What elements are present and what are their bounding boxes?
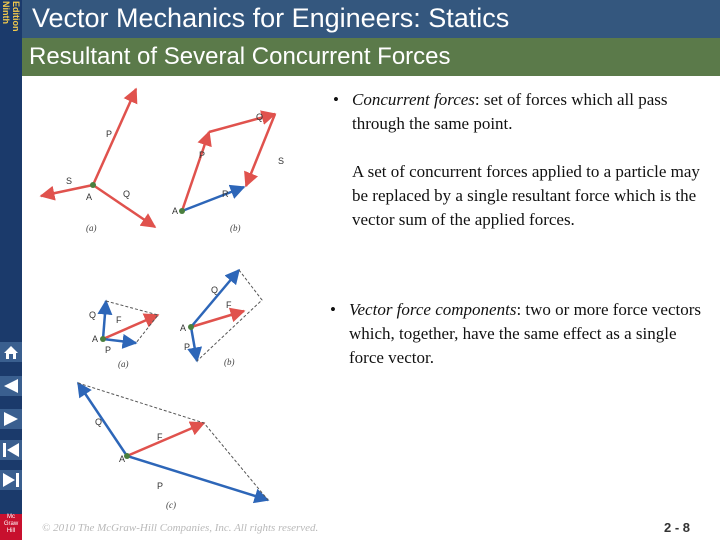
label-A-a: A — [86, 192, 93, 202]
def-concurrent-forces: : set of forces which all pass through the same point. — [352, 90, 668, 133]
subtitle-bar — [22, 38, 720, 76]
term-concurrent-forces: Concurrent forces — [352, 90, 475, 109]
caption-b-lower: (b) — [224, 357, 235, 367]
label-A-lower-a: A — [92, 334, 99, 344]
bullet-concurrent-forces: • Concurrent forces: set of forces which all pass through the same point. — [333, 90, 668, 133]
home-icon[interactable] — [0, 342, 22, 362]
figure-components-c — [78, 383, 268, 510]
label-F-lower-a: F — [116, 315, 122, 325]
label-S-a: S — [66, 176, 73, 186]
label-A-b: A — [172, 206, 179, 216]
label-Q-a: Q — [123, 189, 131, 199]
edition-line1: Ninth — [1, 1, 11, 24]
label-Q-lower-a: Q — [89, 310, 97, 320]
term-vector-components: Vector force components — [349, 300, 517, 319]
label-P-lower-a: P — [105, 345, 112, 355]
last-icon[interactable] — [0, 470, 22, 490]
label-P-a: P — [106, 129, 113, 139]
label-F-c: F — [157, 432, 163, 442]
slide-subtitle: Resultant of Several Concurrent Forces — [29, 43, 451, 70]
caption-a-lower: (a) — [118, 359, 129, 369]
label-A-c: A — [119, 454, 126, 464]
figure-components-b — [180, 270, 262, 367]
slide-title: Vector Mechanics for Engineers: Statics — [32, 3, 510, 33]
next-icon[interactable] — [0, 409, 22, 429]
edition-line2: Edition — [11, 1, 21, 32]
label-A-lower-b: A — [180, 323, 187, 333]
bullet-vector-components: • Vector force components: two or more force vectors which, together, have the same effect as a single force vector. — [330, 300, 702, 367]
paragraph-resultant: A set of concurrent forces applied to a particle may be replaced by a single resultant force which is the vector sum of the applied forces. — [352, 162, 700, 229]
previous-icon[interactable] — [0, 376, 22, 396]
caption-a-top: (a) — [86, 223, 97, 233]
figure-components-a — [89, 301, 158, 369]
label-Q-b: Q — [256, 112, 264, 122]
first-icon[interactable] — [0, 440, 22, 460]
label-Q-c: Q — [95, 417, 103, 427]
title-bar — [22, 0, 720, 38]
label-R-b: R — [222, 189, 229, 199]
caption-b-top: (b) — [230, 223, 241, 233]
copyright-notice: © 2010 The McGraw-Hill Companies, Inc. All rights reserved. — [42, 522, 319, 534]
figure-concurrent-a — [41, 89, 155, 233]
def-vector-components: : two or more force vectors which, together, have the same effect as a single force vector. — [349, 300, 702, 367]
edition-label — [0, 0, 22, 40]
publisher-logo: Mc Graw Hill — [0, 514, 22, 540]
label-P-c: P — [157, 481, 164, 491]
caption-c: (c) — [166, 500, 176, 510]
page-number: 2 - 8 — [664, 520, 691, 535]
force-diagrams — [22, 76, 322, 516]
label-F-lower-b: F — [226, 300, 232, 310]
label-P-b: P — [199, 150, 206, 160]
label-Q-lower-b: Q — [211, 285, 219, 295]
label-P-lower-b: P — [184, 342, 191, 352]
label-S-b: S — [278, 156, 285, 166]
figure-polygon-b — [172, 112, 284, 233]
